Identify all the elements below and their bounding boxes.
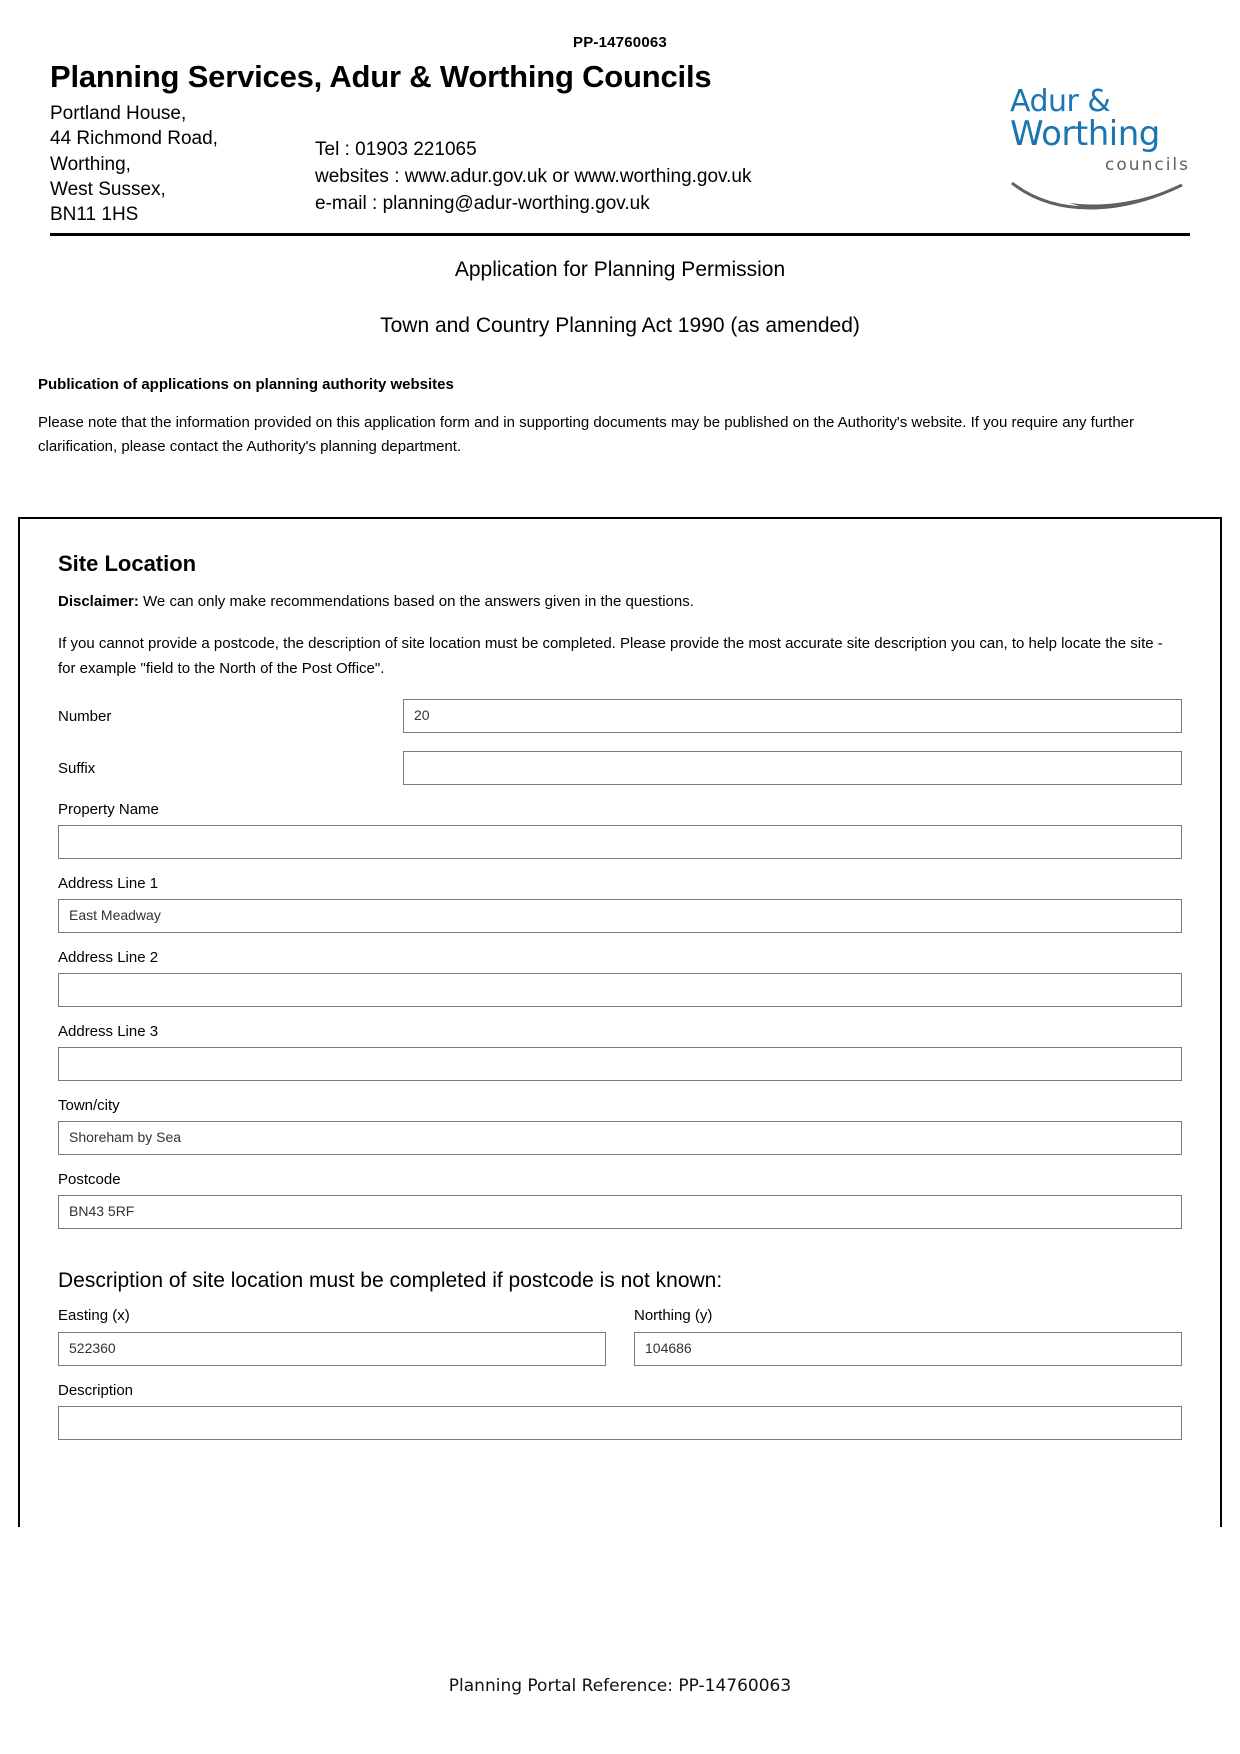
header-divider [50, 233, 1190, 236]
disclaimer [58, 591, 1182, 614]
address-line-3-input[interactable] [58, 1047, 1182, 1081]
section-title: Site Location [58, 551, 197, 577]
site-location-help-text: If you cannot provide a postcode, the description of site location must be completed. Please provide the most accurate site description you can, to help locate the site - for example "field to the North of the Post Office". [58, 634, 1163, 677]
telephone-line: Tel : 01903 221065 [315, 139, 477, 160]
swoosh-icon [1010, 177, 1185, 211]
property-name-label: Property Name [58, 801, 159, 819]
address-line-2-input[interactable] [58, 973, 1182, 1007]
address-line: BN11 1HS [50, 204, 139, 226]
publication-body: Please note that the information provided on this application form and in supporting documents may be published on the Authority's website. If you require any further clarification, please contact the Authority's planning department. [38, 414, 1135, 456]
address-line: Worthing, [50, 153, 131, 175]
northing-label: Northing (y) [634, 1307, 713, 1325]
address-line-1-label: Address Line 1 [58, 875, 159, 893]
publication-heading: Publication of applications on planning authority websites [38, 376, 454, 394]
application-reference-top: PP-14760063 [573, 34, 667, 51]
address-line-3-label: Address Line 3 [58, 1023, 159, 1041]
address-line-1-row [58, 875, 1182, 933]
northing-field [634, 1307, 1182, 1366]
easting-label: Easting (x) [58, 1307, 130, 1325]
address-line-2-label: Address Line 2 [58, 949, 159, 967]
letterhead [50, 59, 1190, 227]
postcode-input[interactable]: BN43 5RF [58, 1195, 1182, 1229]
property-name-row [58, 801, 1182, 859]
logo-line-3: councils [1105, 154, 1190, 175]
address-line-3-row [58, 1023, 1182, 1081]
adur-worthing-logo [1010, 84, 1190, 217]
address-line: Portland House, [50, 103, 187, 124]
description-heading: Description of site location must be completed if postcode is not known: [58, 1269, 723, 1293]
number-row [58, 699, 1182, 733]
postcode-row [58, 1171, 1182, 1229]
document-subtitle: Town and Country Planning Act 1990 (as amended) [380, 314, 860, 338]
description-input[interactable] [58, 1406, 1182, 1440]
address-line: 44 Richmond Road, [50, 128, 218, 150]
page-footer: Planning Portal Reference: PP-14760063 [448, 1676, 792, 1696]
coordinates-row [58, 1307, 1182, 1366]
logo-line-2: Worthing [1010, 114, 1160, 154]
suffix-input[interactable] [403, 751, 1182, 785]
email-line: e-mail : planning@adur-worthing.gov.uk [315, 192, 650, 214]
disclaimer-text: We can only make recommendations based on the answers given in the questions. [138, 593, 694, 611]
logo-line-1: Adur & [1010, 84, 1111, 119]
description-row [58, 1382, 1182, 1440]
town-city-input[interactable]: Shoreham by Sea [58, 1121, 1182, 1155]
easting-field [58, 1307, 606, 1366]
suffix-label: Suffix [58, 759, 96, 777]
number-input[interactable]: 20 [403, 699, 1182, 733]
disclaimer-label: Disclaimer: [58, 593, 139, 611]
office-address [50, 101, 315, 227]
organisation-title: Planning Services, Adur & Worthing Councils [50, 59, 712, 94]
number-label: Number [58, 707, 112, 725]
town-city-label: Town/city [58, 1097, 120, 1115]
address-line-1-input[interactable]: East Meadway [58, 899, 1182, 933]
postcode-label: Postcode [58, 1171, 121, 1189]
websites-line: websites : www.adur.gov.uk or www.worthing.gov.uk [315, 165, 752, 187]
property-name-input[interactable] [58, 825, 1182, 859]
description-label: Description [58, 1382, 134, 1400]
address-line: West Sussex, [50, 178, 166, 200]
northing-input[interactable]: 104686 [634, 1332, 1182, 1366]
document-title: Application for Planning Permission [454, 258, 786, 282]
suffix-row [58, 751, 1182, 785]
site-location-section [18, 517, 1222, 1527]
town-city-row [58, 1097, 1182, 1155]
address-line-2-row [58, 949, 1182, 1007]
easting-input[interactable]: 522360 [58, 1332, 606, 1366]
